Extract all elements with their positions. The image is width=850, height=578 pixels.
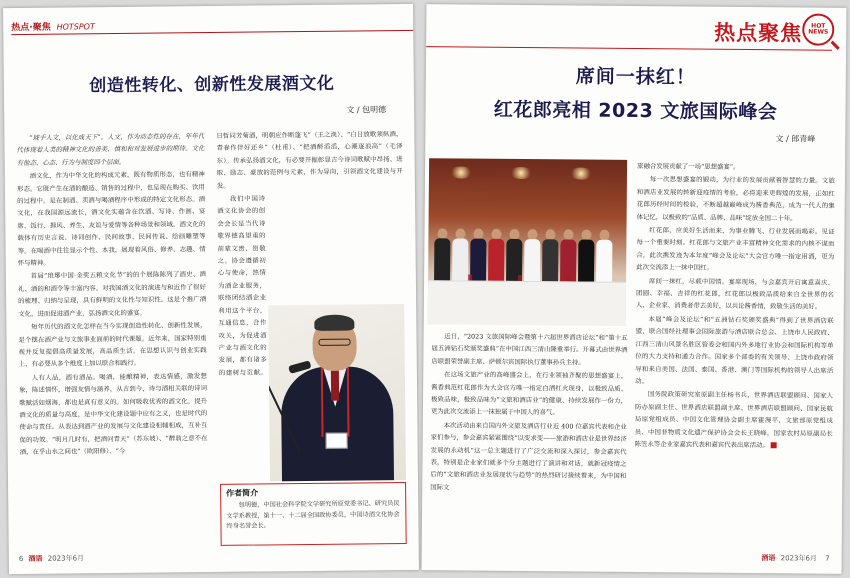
author-bio-text: 包明德，中国社会科学院文学研究所原党委书记、研究员民文学系教授，第十一、十二届全国政协委员，中国诗酒文化协会终身名誉会长。	[226, 500, 400, 530]
end-mark-icon	[771, 442, 777, 448]
article-byline: 文 / 郎青峰	[775, 134, 816, 144]
body-paragraph: 短年历代的酒文化怎样在当今实现创造性转化、创新性发展，是个摆在酒产业与文旅事业面前的时代课题。近年来，国家特别重视并反复提倡高质量发展，高品质生活。在思想认识与创业实践上，有必要从多个维度上加以联合和践行。	[18, 321, 207, 369]
section-banner: 热点聚焦	[714, 20, 803, 46]
page-number: 6	[18, 554, 24, 564]
body-paragraph: 红花郎，应美好生活而来，为事业腾飞、行业发展而喝彩。见证每一个重要时刻。红花郎与文旅产业丰富精神文化需求的内核不谋而合，此次携发迹为本年度“峰会及论坛”大会官方唯一指定用酒，更为此次交流添上一抹中国红。	[636, 226, 835, 272]
author-photo	[268, 304, 406, 481]
issue-date: 2023年6月	[47, 554, 85, 563]
body-paragraph: 国务院政策研究室原副主任杨书兵，世界酒店联盟顾问、国家人防办原副主任、世界酒店联盟副主席、世界酒店联盟顾问、国家民航局原党组成员、中国文化管理协会副主席霍漫平，文旅部原党组成员、中国非物质文化遗产保护协会会长王晓峰，国家农村局原副局长陈笠永等企业家嘉宾代表和嘉宾代表出席活动。	[634, 390, 834, 450]
page-footer-right	[758, 553, 829, 564]
magazine-name: 酒语	[28, 554, 43, 563]
author-bio-box	[220, 482, 407, 546]
magazine-name: 酒语	[761, 554, 776, 563]
issue-date: 2023年6月	[780, 554, 817, 563]
body-paragraph: 近日，“2023 文旅国际峰会暨第十六届世界酒店论坛”和“第十五届五洲钻石奖颁奖盛典”在中国江西三清山隆重举行。开幕式由世界酒店联盟荣誉副主席、萨顿尔宾国际执行董事孙兵主持。	[431, 332, 628, 367]
left-page	[3, 4, 419, 574]
hot-news-icon: HOT NEWS	[802, 13, 834, 45]
body-paragraph: 日暂同芳菊酒，明朝应作断蓬飞”（王之涣）、“白日放歌须纵酒，青春作伴好还乡”（杜甫）、“把酒酹滔滔，心潮逐浪高”（毛泽东）。传承弘扬酒文化，有必要开掘彰显古今诗词歌赋中昂扬、进取、励志、豪放的范例与元素，作为导向，引领酒文化建设与开发。	[216, 129, 403, 190]
article-column-1	[16, 130, 208, 542]
article-title-line-2: 红花郎亮相 2023 文旅国际峰会	[493, 98, 778, 124]
body-paragraph: 在这场文旅产业的高峰盛会上，在行业领袖齐聚的思想盛宴上，酱香典范红花郎作为大会官方唯一指定白酒红火现身，以极致品质、极致品味，极致品味为“文旅和酒店业”的健康、持续发展作一份力，更为此次交流添上一抹独属于中国人的喜气。	[430, 370, 628, 417]
body-paragraph: 旅融合发展贡献了一场“思想盛宴”。	[637, 162, 740, 171]
article-column-2	[634, 160, 835, 540]
section-header	[11, 19, 95, 33]
article-column-1	[430, 330, 628, 538]
body-paragraph: 酒文化，作为中华文化的构成元素，既有物质形态，也有精神形态。它既产生在酒的酿造、销售的过程中，也呈现在购买、饮用的过程中。是在制酒、卖酒与喝酒程序中形成的特定文化形态。酒文化，在我国源远流长，酒文化实蕴含在饮酒、写诗、作画、宴席、饭行、揖风、养生、友谊与爱情等各种场景和领域。酒文化的载体有历史言说、诗词创作、民间故事、民间传说、绘画雕塑等等。在喝酒中往往显示个性、本我，展现着风俗、修养、志趣、情怀与精神。	[16, 170, 206, 268]
banquet-group-photo	[428, 158, 627, 326]
body-paragraph: 本届“峰会及论坛”和“五洲钻石奖颁奖盛典”得到了世界酒店联盟，联合国经社理事会国际旅游与酒店联合总会、上饶市人民政府、江西三清山风景名胜区管委会和国内外多地行业协会和国际机构等单位的大力支持和通力合作。国家多个部委的有关领导、上饶市政府领导和来自美国、法国、泰国、香港、澳门等国际机构的领导人出席活动。	[635, 315, 834, 386]
right-page	[422, 4, 847, 574]
article-title-line-1: 席间一抹红！	[575, 65, 696, 89]
page-number: 7	[825, 554, 830, 563]
section-label: 热点·聚焦	[11, 22, 51, 34]
section-label-en: HOTSPOT	[56, 22, 95, 32]
article-byline: 文 / 包明德	[346, 105, 387, 115]
lead-paragraph: “琥手人文，以化成天下”。人文，作为动态性的存在，年年代代体现着人类的精神文化的善美、慎和和对发展进步的期待。文化有他态、心态、行为与制度四个层面。	[16, 132, 205, 167]
body-paragraph: 我们中国诗酒文化协会的创会会长是当代诗歌界德高望重的前辈文贵、贺敬之。协会遵循初心与使命，热情为酒企业服务，联络团结酒企业利用这个平台，互通信息，合作攻关，为促进酒产业与酒文化的发展，都有诸多的建树与贡献。最近，现任会长周获霞女士和王谦年副理事长进行了深入调查研究，诗询访问，协同相关企业推出“大白行天下”品牌，体现了较强的创新意识。初步试询便得到了这次调查研究，通过与全体调研与创业之路高度相同，于民间沉淀与延续的文化精神，有了价值之精神与导向。另外，我参酒企广泛，在创造性转化、发展性发展之大环境影响下，思酿大开，计划在酒的包装与营销中，值着文旅事业，文创产品，推出更多更好的新方式，新路径。这都是可喜可贺，值得期待的事象。	[217, 194, 267, 377]
magnifier-handle-icon	[831, 41, 840, 50]
article-title: 创造性转化、创新性发展酒文化	[89, 73, 335, 97]
body-paragraph: 每一次思想盛宴的锻动，为行业的发展贡献着智慧的力量。文旅和酒店业发展的转新迎疫情的考验，必将迎来更辉煌的发展，正如红花郎历经时间的检验，不断超越巅峰成为酱香典范，成为一代人的集体记忆，以极致的“品质、品牌、品味”绽放全国二十年。	[636, 175, 835, 223]
author-bio-title: 作者简介	[226, 488, 259, 498]
body-paragraph: 人有人品，酒有酒品。喝酒，能酿精神，表达情感，激发想象，陈述情怀，增强友情与涵养，从古到今，诗与酒相关联的诗词歌赋活如烟海，都也是真有意义的。如何吸收优秀的酒文化，提升酒文化的质量与高度，是中华文化建设题中应有之义，也是时代的使命与责任。从表达到酒产业的发展与文化建设相辅相成，互补互促的功效。“明月几时有，把酒问青天”（苏东坡）、“醉翁之意不在酒，在乎山水之间也”（欧阳修）、“今	[19, 371, 208, 457]
page-footer-left	[19, 553, 84, 564]
body-paragraph: 席间一抹红，尽载中国情。宴席现场，与会嘉宾开启寓意喜庆、团圆、幸福、吉祥的红花郎，红花郎以极致品质给来自全世界的名人、企业家、消费者带去美好，以共论酱香情，致敬生活的美好。	[635, 276, 835, 312]
body-paragraph: 本次活动由来自国内外文旅及酒店行业近 400 位嘉宾代表和企业家们参与，参会嘉宾紧紧围绕“以变求变——旅游和酒店业是世界经济发展的永动机”这一总主题进行了广泛交流和深入探讨，参会嘉宾代表，特别是企业家们就多个分主题进行了演讲和对话，就新冠疫情之后的“文旅和酒店业发展现状与趋势”的热烈研讨接续着来，为中国和国际文	[430, 421, 627, 492]
body-paragraph: 首届“琅琊中国·金奖五粮文化节”的的个展陈陈列了酒史、酒礼、酒的和酒令等丰富内容。对我国酒文化的演进与和近作了很好的梳理、归纳与呈现，具有鲜明的文化性与知识性。这是个推广酒文化，进而促进酒产业，弘扬酒文化的盛宴。	[17, 270, 207, 318]
